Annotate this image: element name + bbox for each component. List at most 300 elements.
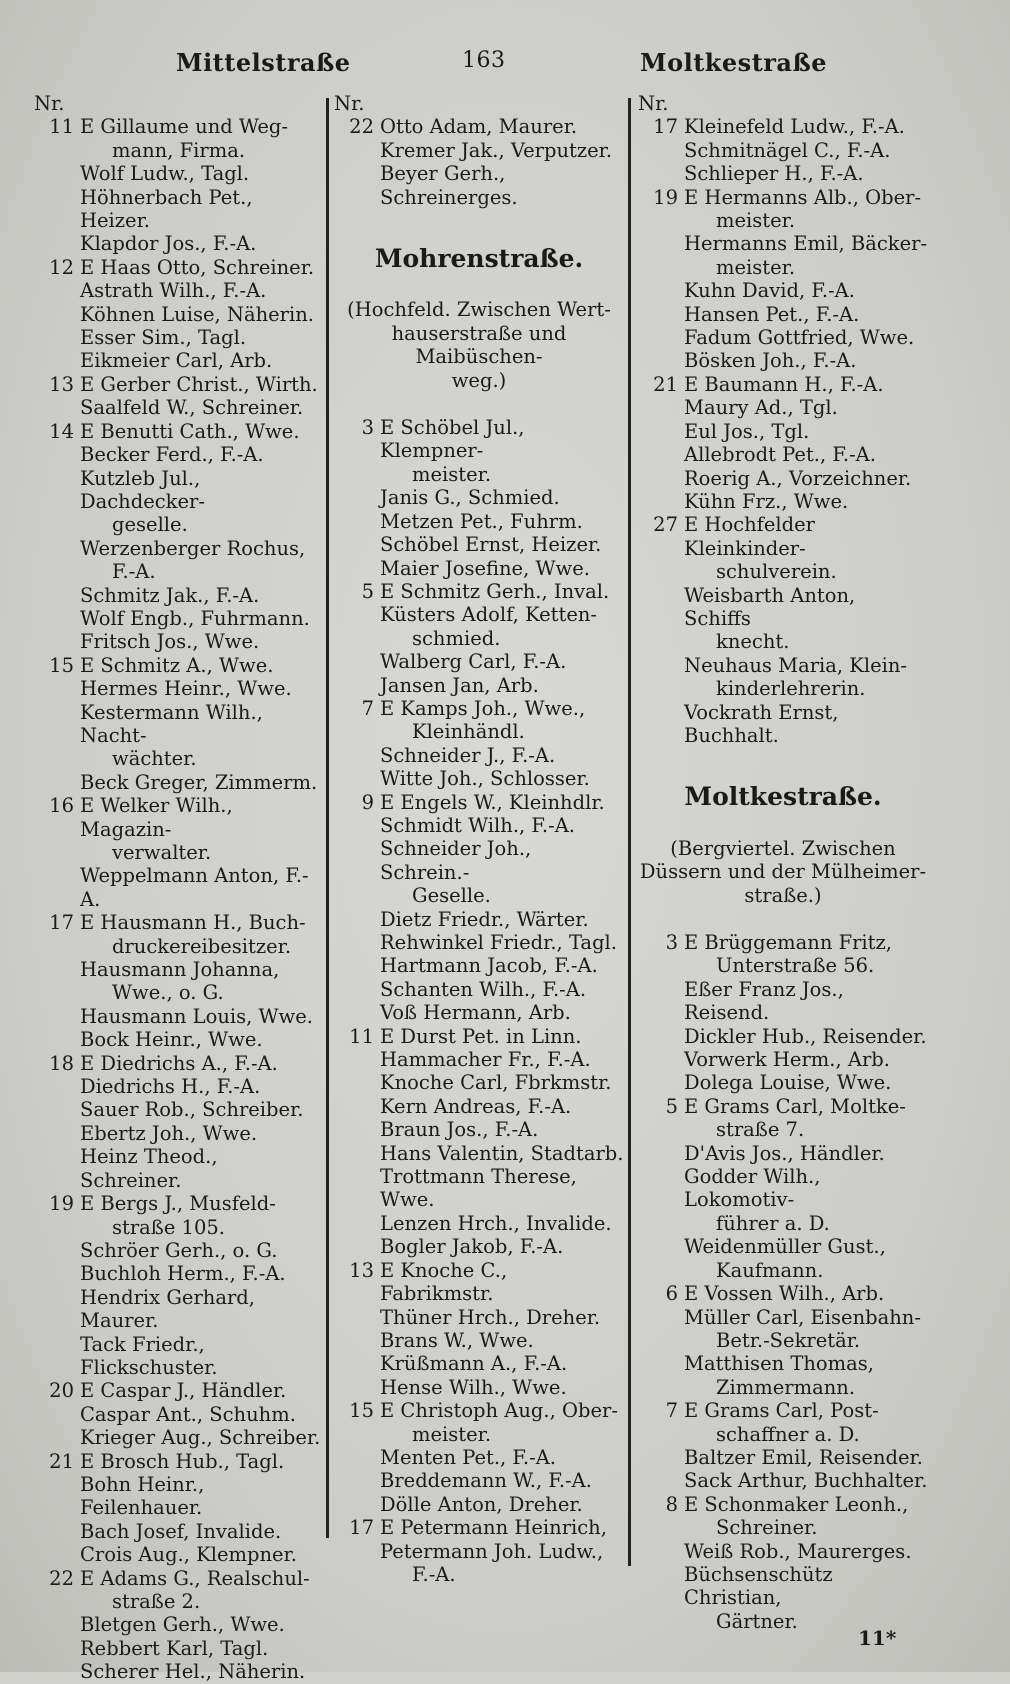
entry-line: meister. bbox=[716, 255, 796, 279]
entry-line: Dölle Anton, Dreher. bbox=[380, 1492, 583, 1516]
entry-line: E Schöbel Jul., Klempner- bbox=[380, 416, 525, 463]
list-item bbox=[334, 603, 624, 650]
entry-text bbox=[684, 349, 928, 372]
entry-text bbox=[380, 931, 624, 954]
entry-line: meister. bbox=[412, 462, 492, 486]
house-number: 14 bbox=[49, 419, 74, 443]
house-number bbox=[638, 443, 684, 466]
entry-text bbox=[380, 1306, 624, 1329]
list-item bbox=[334, 767, 624, 790]
list-item bbox=[638, 373, 928, 396]
house-number bbox=[334, 603, 380, 650]
list-item bbox=[638, 1025, 928, 1048]
house-number bbox=[638, 1048, 684, 1071]
list-item bbox=[34, 1567, 322, 1614]
list-item bbox=[334, 1329, 624, 1352]
house-number bbox=[334, 954, 380, 977]
entry-line: Petermann Joh. Ludw., bbox=[380, 1539, 604, 1563]
entry-text bbox=[80, 584, 322, 607]
list-item bbox=[638, 1142, 928, 1165]
entry-line: Buchloh Herm., F.-A. bbox=[80, 1262, 286, 1286]
entry-text bbox=[80, 1450, 322, 1473]
entry-line: Weppelmann Anton, F.-A. bbox=[80, 864, 309, 911]
entry-line: Braun Jos., F.-A. bbox=[380, 1118, 539, 1142]
list-item bbox=[638, 303, 928, 326]
list-item bbox=[34, 1333, 322, 1380]
entry-line: Hausmann Johanna, bbox=[80, 958, 280, 982]
entry-text bbox=[684, 139, 928, 162]
list-item bbox=[334, 674, 624, 697]
entry-line: Thüner Hrch., Dreher. bbox=[380, 1305, 601, 1329]
house-number bbox=[34, 1426, 80, 1449]
house-number bbox=[334, 837, 380, 907]
column-divider bbox=[326, 98, 329, 1538]
list-item bbox=[638, 115, 928, 138]
entry-line: E Welker Wilh., Magazin- bbox=[80, 794, 233, 841]
list-item bbox=[334, 1001, 624, 1024]
entry-text bbox=[80, 1543, 322, 1566]
entry-text bbox=[80, 630, 322, 653]
entry-line: Klapdor Jos., F.-A. bbox=[80, 232, 257, 256]
list-item bbox=[34, 701, 322, 771]
entry-line: straße 105. bbox=[112, 1215, 225, 1239]
list-item bbox=[34, 420, 322, 443]
house-number bbox=[334, 1071, 380, 1094]
entry-text bbox=[80, 701, 322, 771]
entry-line: Hammacher Fr., F.-A. bbox=[380, 1048, 591, 1072]
entry-text bbox=[80, 1520, 322, 1543]
list-item bbox=[638, 162, 928, 185]
entry-line: E Hochfelder Kleinkinder- bbox=[684, 513, 815, 560]
house-number: 15 bbox=[349, 1399, 374, 1423]
entry-text bbox=[80, 1122, 322, 1145]
entry-line: E Benutti Cath., Wwe. bbox=[80, 419, 300, 443]
entry-text bbox=[80, 349, 322, 372]
list-item bbox=[638, 1399, 928, 1446]
list-item bbox=[638, 513, 928, 583]
list-item bbox=[34, 373, 322, 396]
house-number bbox=[34, 1122, 80, 1145]
entry-text bbox=[80, 1145, 322, 1192]
entry-line: Kühn Frz., Wwe. bbox=[684, 489, 849, 513]
entry-line: Kremer Jak., Verputzer. bbox=[380, 138, 613, 162]
entry-text bbox=[684, 1071, 928, 1094]
list-item bbox=[34, 1450, 322, 1473]
list-item bbox=[334, 162, 624, 209]
list-item bbox=[34, 1473, 322, 1520]
house-number bbox=[34, 303, 80, 326]
house-number bbox=[34, 958, 80, 1005]
house-number bbox=[334, 744, 380, 767]
house-number: 17 bbox=[349, 1516, 374, 1540]
entry-line: mann, Firma. bbox=[112, 138, 246, 162]
entry-line: Schneider Joh., Schrein.- bbox=[380, 837, 532, 884]
entry-text bbox=[684, 490, 928, 513]
entry-line: E Bergs J., Musfeld- bbox=[80, 1192, 276, 1216]
house-number: 19 bbox=[49, 1192, 74, 1216]
column-divider bbox=[628, 98, 631, 1566]
entry-text bbox=[380, 557, 624, 580]
house-number bbox=[34, 1333, 80, 1380]
entry-text bbox=[80, 373, 322, 396]
entry-line: Kleinhändl. bbox=[412, 720, 525, 744]
house-number bbox=[334, 1095, 380, 1118]
entry-text bbox=[380, 1048, 624, 1071]
house-number bbox=[334, 908, 380, 931]
entry-line: E Adams G., Realschul- bbox=[80, 1566, 310, 1590]
entry-line: Neuhaus Maria, Klein- bbox=[684, 653, 908, 677]
house-number bbox=[334, 533, 380, 556]
entry-line: Diedrichs H., F.-A. bbox=[80, 1075, 261, 1099]
house-number bbox=[638, 303, 684, 326]
list-item bbox=[638, 1095, 928, 1142]
list-item bbox=[334, 744, 624, 767]
entry-text bbox=[80, 607, 322, 630]
list-item bbox=[34, 958, 322, 1005]
entry-text bbox=[684, 373, 928, 396]
entry-text bbox=[684, 162, 928, 185]
house-number bbox=[638, 467, 684, 490]
house-number bbox=[334, 814, 380, 837]
entry-text bbox=[684, 1540, 928, 1563]
list-item bbox=[334, 533, 624, 556]
entry-text bbox=[80, 232, 322, 255]
house-number: 5 bbox=[665, 1094, 678, 1118]
entry-line: D'Avis Jos., Händler. bbox=[684, 1141, 885, 1165]
entry-line: Schröer Gerh., o. G. bbox=[80, 1238, 278, 1262]
entry-text bbox=[684, 467, 928, 490]
entry-line: Schneider J., F.-A. bbox=[380, 743, 556, 767]
house-number bbox=[34, 1145, 80, 1192]
entry-line: E Vossen Wilh., Arb. bbox=[684, 1282, 885, 1306]
house-number bbox=[638, 420, 684, 443]
house-number bbox=[34, 771, 80, 794]
list-item bbox=[34, 443, 322, 466]
house-number bbox=[34, 1613, 80, 1636]
entry-line: Werzenberger Rochus, bbox=[80, 536, 306, 560]
entry-line: straße 7. bbox=[716, 1118, 805, 1142]
entry-text bbox=[380, 1142, 624, 1165]
house-number bbox=[334, 1329, 380, 1352]
list-item bbox=[334, 416, 624, 486]
house-number bbox=[638, 584, 684, 654]
entry-line: Hans Valentin, Stadtarb. bbox=[380, 1141, 624, 1165]
list-item bbox=[334, 1048, 624, 1071]
list-item bbox=[334, 1493, 624, 1516]
list-item bbox=[34, 396, 322, 419]
house-number: 13 bbox=[49, 372, 74, 396]
entry-line: Weiß Rob., Maurerges. bbox=[684, 1539, 912, 1563]
list-item bbox=[638, 490, 928, 513]
entry-line: Otto Adam, Maurer. bbox=[380, 115, 578, 139]
entry-line: Sack Arthur, Buchhalter. bbox=[684, 1469, 928, 1493]
entry-text bbox=[380, 1376, 624, 1399]
list-item bbox=[334, 115, 624, 138]
house-number bbox=[638, 1142, 684, 1165]
list-item bbox=[34, 467, 322, 537]
entry-text bbox=[80, 162, 322, 185]
list-item bbox=[34, 677, 322, 700]
list-item bbox=[34, 607, 322, 630]
list-item bbox=[34, 1192, 322, 1239]
entry-line: Becker Ferd., F.-A. bbox=[80, 443, 264, 467]
house-number bbox=[334, 1235, 380, 1258]
entry-text bbox=[80, 1403, 322, 1426]
list-item bbox=[638, 467, 928, 490]
entry-line: Metzen Pet., Fuhrm. bbox=[380, 509, 583, 533]
house-number: 11 bbox=[349, 1024, 374, 1048]
entry-line: Schmitz Jak., F.-A. bbox=[80, 583, 260, 607]
house-number: 3 bbox=[361, 416, 374, 440]
entry-text bbox=[380, 791, 624, 814]
house-number bbox=[34, 584, 80, 607]
entry-line: E Engels W., Kleinhdlr. bbox=[380, 790, 605, 814]
entry-line: Schmidt Wilh., F.-A. bbox=[380, 813, 575, 837]
entry-line: Geselle. bbox=[412, 884, 491, 908]
entry-line: Schlieper H., F.-A. bbox=[684, 162, 864, 186]
list-item bbox=[638, 1493, 928, 1540]
house-number bbox=[334, 1446, 380, 1469]
entry-text bbox=[80, 864, 322, 911]
house-number bbox=[34, 467, 80, 537]
house-number: 6 bbox=[665, 1282, 678, 1306]
entry-line: Trottmann Therese, Wwe. bbox=[380, 1165, 577, 1212]
entry-line: geselle. bbox=[112, 513, 188, 537]
entry-line: Eßer Franz Jos., Reisend. bbox=[684, 977, 844, 1025]
list-item bbox=[34, 911, 322, 958]
house-number bbox=[638, 1563, 684, 1633]
entry-text bbox=[380, 767, 624, 790]
entry-line: Maury Ad., Tgl. bbox=[684, 396, 838, 420]
house-number bbox=[334, 1142, 380, 1165]
entry-text bbox=[80, 911, 322, 958]
entry-line: E Brüggemann Fritz, bbox=[684, 931, 892, 954]
house-number bbox=[34, 864, 80, 911]
entry-line: schulverein. bbox=[716, 560, 837, 584]
house-number bbox=[34, 1005, 80, 1028]
house-number: 22 bbox=[349, 115, 374, 139]
entry-text bbox=[380, 1352, 624, 1375]
entry-line: wächter. bbox=[112, 747, 197, 771]
list-item bbox=[638, 139, 928, 162]
list-item bbox=[638, 1235, 928, 1282]
entry-text bbox=[380, 650, 624, 673]
house-number bbox=[334, 1493, 380, 1516]
entry-line: schaffner a. D. bbox=[716, 1422, 860, 1446]
list-item bbox=[638, 1540, 928, 1563]
list-item bbox=[34, 1122, 322, 1145]
entry-text bbox=[80, 1075, 322, 1098]
list-item bbox=[34, 1239, 322, 1262]
list-item bbox=[638, 1282, 928, 1305]
house-number bbox=[334, 162, 380, 209]
entry-text bbox=[380, 1446, 624, 1469]
house-number bbox=[34, 186, 80, 233]
house-number bbox=[638, 978, 684, 1025]
entry-line: meister. bbox=[412, 1422, 492, 1446]
entry-text bbox=[684, 1352, 928, 1399]
nr-label: Nr. bbox=[334, 92, 365, 115]
list-item bbox=[34, 256, 322, 279]
house-number bbox=[334, 1001, 380, 1024]
list-item bbox=[638, 1446, 928, 1469]
house-number bbox=[34, 443, 80, 466]
entry-text bbox=[80, 115, 322, 162]
house-number: 7 bbox=[665, 1399, 678, 1423]
house-number bbox=[34, 1637, 80, 1660]
entry-text bbox=[380, 603, 624, 650]
entry-line: Unterstraße 56. bbox=[716, 954, 875, 978]
entry-line: Betr.-Sekretär. bbox=[716, 1328, 861, 1352]
list-item bbox=[638, 279, 928, 302]
entry-line: E Schmitz A., Wwe. bbox=[80, 653, 274, 677]
entry-text bbox=[80, 677, 322, 700]
house-number: 11 bbox=[49, 115, 74, 139]
house-number bbox=[638, 1469, 684, 1492]
entry-line: Weidenmüller Gust., bbox=[684, 1235, 886, 1259]
house-number bbox=[34, 630, 80, 653]
house-number bbox=[638, 1306, 684, 1353]
entry-text bbox=[684, 1048, 928, 1071]
entry-line: Büchsenschütz Christian, bbox=[684, 1562, 833, 1610]
list-item bbox=[638, 326, 928, 349]
entry-line: E Hermanns Alb., Ober- bbox=[684, 185, 922, 209]
entry-line: E Schmitz Gerh., Inval. bbox=[380, 579, 610, 603]
entry-line: Höhnerbach Pet., Heizer. bbox=[80, 185, 253, 233]
entry-text bbox=[380, 744, 624, 767]
running-header-right: Moltkestraße bbox=[640, 48, 827, 77]
house-number: 27 bbox=[653, 513, 678, 537]
entry-text bbox=[80, 467, 322, 537]
entry-text bbox=[380, 486, 624, 509]
entry-text bbox=[684, 1493, 928, 1540]
house-number bbox=[638, 654, 684, 701]
entry-line: Lenzen Hrch., Invalide. bbox=[380, 1211, 612, 1235]
entry-text bbox=[684, 186, 928, 233]
entry-text bbox=[80, 396, 322, 419]
house-number bbox=[34, 326, 80, 349]
house-number bbox=[638, 1165, 684, 1235]
house-number bbox=[638, 326, 684, 349]
entries bbox=[334, 416, 624, 1586]
entry-line: Bletgen Gerh., Wwe. bbox=[80, 1613, 285, 1637]
house-number: 3 bbox=[665, 931, 678, 954]
list-item bbox=[638, 654, 928, 701]
list-item bbox=[638, 443, 928, 466]
entry-text bbox=[684, 1563, 928, 1633]
house-number bbox=[334, 139, 380, 162]
nr-label: Nr. bbox=[638, 92, 669, 115]
entry-line: Sauer Rob., Schreiber. bbox=[80, 1098, 304, 1122]
house-number: 21 bbox=[49, 1449, 74, 1473]
entry-line: Saalfeld W., Schreiner. bbox=[80, 396, 304, 420]
list-item bbox=[334, 1446, 624, 1469]
entry-text bbox=[684, 279, 928, 302]
list-item bbox=[334, 1212, 624, 1235]
list-item bbox=[334, 1469, 624, 1492]
list-item bbox=[34, 1403, 322, 1426]
entry-text bbox=[684, 1446, 928, 1469]
section-heading: Moltkestraße. bbox=[684, 782, 882, 812]
entry-line: Krüßmann A., F.-A. bbox=[380, 1352, 568, 1376]
entry-line: druckereibesitzer. bbox=[112, 934, 292, 958]
entry-text bbox=[684, 701, 928, 748]
entry-text bbox=[80, 771, 322, 794]
entry-text bbox=[80, 1239, 322, 1262]
entry-text bbox=[80, 1005, 322, 1028]
list-item bbox=[34, 1379, 322, 1402]
entry-line: schmied. bbox=[412, 626, 501, 650]
entry-line: meister. bbox=[716, 209, 796, 233]
entry-text bbox=[80, 1028, 322, 1051]
entry-line: Walberg Carl, F.-A. bbox=[380, 650, 567, 674]
house-number bbox=[334, 650, 380, 673]
entry-text bbox=[380, 1399, 624, 1446]
entry-line: Esser Sim., Tagl. bbox=[80, 326, 247, 350]
entry-text bbox=[380, 1165, 624, 1212]
list-item bbox=[34, 1286, 322, 1333]
entry-line: Vorwerk Herm., Arb. bbox=[684, 1048, 890, 1072]
house-number: 17 bbox=[49, 911, 74, 935]
entry-line: Godder Wilh., Lokomotiv- bbox=[684, 1165, 821, 1212]
house-number bbox=[638, 490, 684, 513]
entry-line: Zimmermann. bbox=[716, 1375, 856, 1399]
house-number bbox=[638, 1352, 684, 1399]
entry-text bbox=[684, 1142, 928, 1165]
entry-text bbox=[80, 1333, 322, 1380]
house-number bbox=[334, 1469, 380, 1492]
entry-text bbox=[684, 1095, 928, 1142]
house-number: 13 bbox=[349, 1258, 374, 1282]
entries bbox=[34, 115, 322, 1683]
entry-line: Jansen Jan, Arb. bbox=[380, 673, 539, 697]
house-number bbox=[638, 1446, 684, 1469]
house-number bbox=[34, 1098, 80, 1121]
house-number bbox=[34, 232, 80, 255]
list-item bbox=[638, 186, 928, 233]
list-item bbox=[334, 139, 624, 162]
house-number bbox=[34, 349, 80, 372]
entry-line: Schmitnägel C., F.-A. bbox=[684, 138, 891, 162]
house-number: 15 bbox=[49, 653, 74, 677]
list-item bbox=[638, 978, 928, 1025]
list-item bbox=[34, 279, 322, 302]
entry-line: Hendrix Gerhard, Maurer. bbox=[80, 1285, 255, 1333]
entry-line: Tack Friedr., Flickschuster. bbox=[80, 1332, 218, 1379]
list-item bbox=[638, 420, 928, 443]
entries bbox=[638, 931, 928, 1633]
entry-line: Hermes Heinr., Wwe. bbox=[80, 677, 292, 701]
entry-text bbox=[80, 794, 322, 864]
page-number: 163 bbox=[462, 48, 506, 73]
entry-line: E Gillaume und Weg- bbox=[80, 115, 288, 139]
entry-text bbox=[80, 1098, 322, 1121]
entry-line: Fritsch Jos., Wwe. bbox=[80, 630, 260, 654]
entry-line: Beck Greger, Zimmerm. bbox=[80, 770, 318, 794]
house-number: 20 bbox=[49, 1379, 74, 1403]
entry-text bbox=[380, 697, 624, 744]
entry-text bbox=[380, 1118, 624, 1141]
entry-text bbox=[684, 443, 928, 466]
house-number: 21 bbox=[653, 372, 678, 396]
entry-text bbox=[80, 420, 322, 443]
list-item bbox=[638, 349, 928, 372]
list-item bbox=[34, 1262, 322, 1285]
entry-line: Bösken Joh., F.-A. bbox=[684, 349, 857, 373]
house-number bbox=[334, 931, 380, 954]
entry-line: knecht. bbox=[716, 630, 790, 654]
house-number bbox=[334, 510, 380, 533]
